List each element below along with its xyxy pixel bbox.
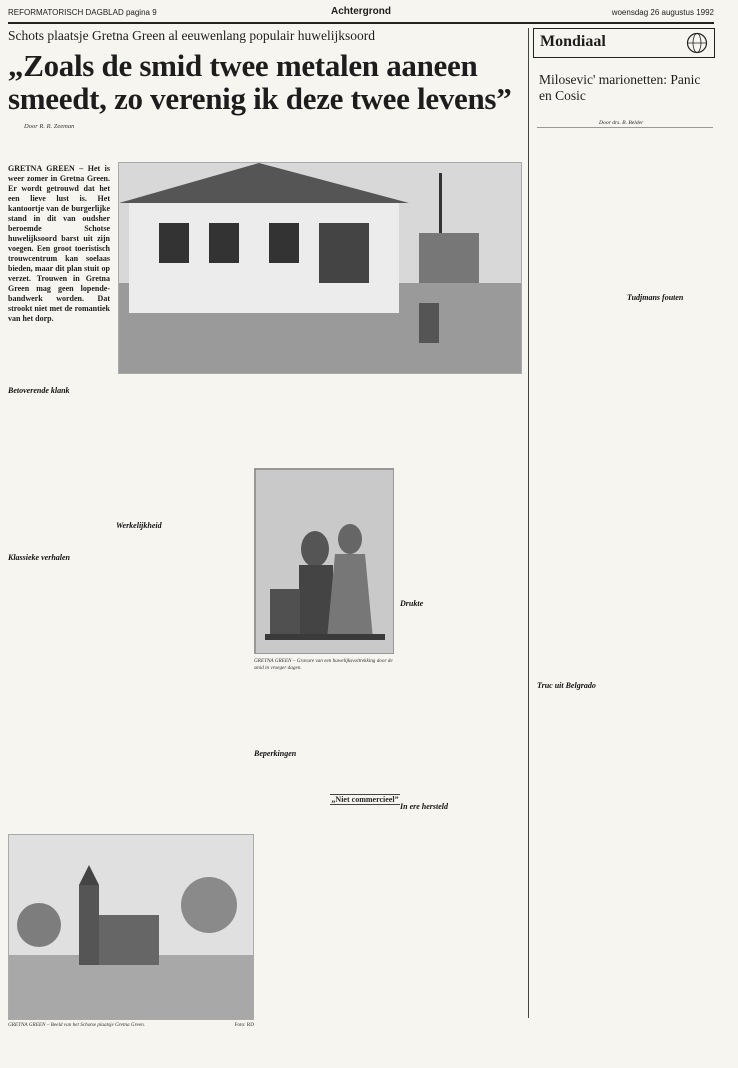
caption-village: GRETNA GREEN – Beeld van het Schotse plaatsje Gretna Green. <box>8 1022 145 1028</box>
article-column-7 <box>400 382 522 1016</box>
sidebar-column-1 <box>537 134 621 1014</box>
sidebar-byline: Door drs. B. Belder <box>599 120 644 126</box>
subhead-tudjmans-fouten: Tudjmans fouten <box>627 293 684 302</box>
photo-gretna-green-landscape <box>8 834 254 1020</box>
photo-credit: Foto: RD <box>234 1022 254 1028</box>
article-kicker: Schots plaatsje Gretna Green al eeuwenlang populair huwelijksoord <box>8 28 376 43</box>
article-lead: GRETNA GREEN – Het is weer zomer in Gretna Green. Er wordt getrouwd dat het een lieve lust is. Het kantoortje van de burgerlijke stand in dit van oudsher beroemde Schotse huwelijksoord barst uit zijn voegen. Een groot toeristisch trouwcentrum kan soelaas bieden, maar dit plan stuit op verzet. Trouwen in Gretna Green mag geen lopende-bandwerk worden. Dat strookt niet met de romantiek van het dorp. <box>8 164 110 323</box>
subhead-klassieke-verhalen: Klassieke verhalen <box>8 553 70 563</box>
main-article <box>8 26 522 1028</box>
article-byline: Door R. R. Zeeman <box>24 123 75 130</box>
masthead-paper-name: REFORMATORISCH DAGBLAD pagina 9 <box>8 8 157 17</box>
masthead <box>8 6 714 20</box>
subhead-betoverende-klank: Betoverende klank <box>8 386 70 395</box>
sidebar-column-2 <box>627 134 713 1014</box>
subhead-drukte: Drukte <box>400 599 424 608</box>
top-rule <box>8 22 714 24</box>
article-column-1 <box>8 382 110 832</box>
subhead-werkelijkheid: Werkelijkheid <box>116 521 162 530</box>
subhead-niet-commercieel: „Niet commercieel” <box>331 795 399 804</box>
article-column-4 <box>294 382 394 462</box>
sidebar-mondiaal <box>528 28 714 1018</box>
globe-icon <box>686 32 708 54</box>
masthead-date: woensdag 26 augustus 1992 <box>611 8 714 17</box>
subhead-in-ere-hersteld: In ere hersteld <box>400 802 448 812</box>
sidebar-headline: Milosevic' marionetten: Panic en Cosic <box>539 72 701 103</box>
article-column-5 <box>254 686 324 1016</box>
subhead-truc-uit-belgrado: Truc uit Belgrado <box>537 681 596 690</box>
section-label: Mondiaal <box>540 33 606 50</box>
section-header-mondiaal <box>533 28 715 58</box>
photo-engraving-smith-wedding <box>254 468 394 654</box>
subhead-beperkingen: Beperkingen <box>254 749 297 758</box>
article-headline: „Zoals de smid twee metalen aaneen smeedt, zo verenig ik deze twee levens” <box>8 48 512 116</box>
sidebar-rule <box>537 127 713 128</box>
caption-engraving: GRETNA GREEN – Gravure van een huwelijksvoltrekking door de smid in vroeger dagen. <box>254 658 393 671</box>
article-column-6 <box>330 686 400 1016</box>
photo-gretna-green-village <box>118 162 522 374</box>
masthead-section: Achtergrond <box>331 6 391 17</box>
article-column-2 <box>116 382 200 832</box>
article-column-3 <box>205 382 289 462</box>
